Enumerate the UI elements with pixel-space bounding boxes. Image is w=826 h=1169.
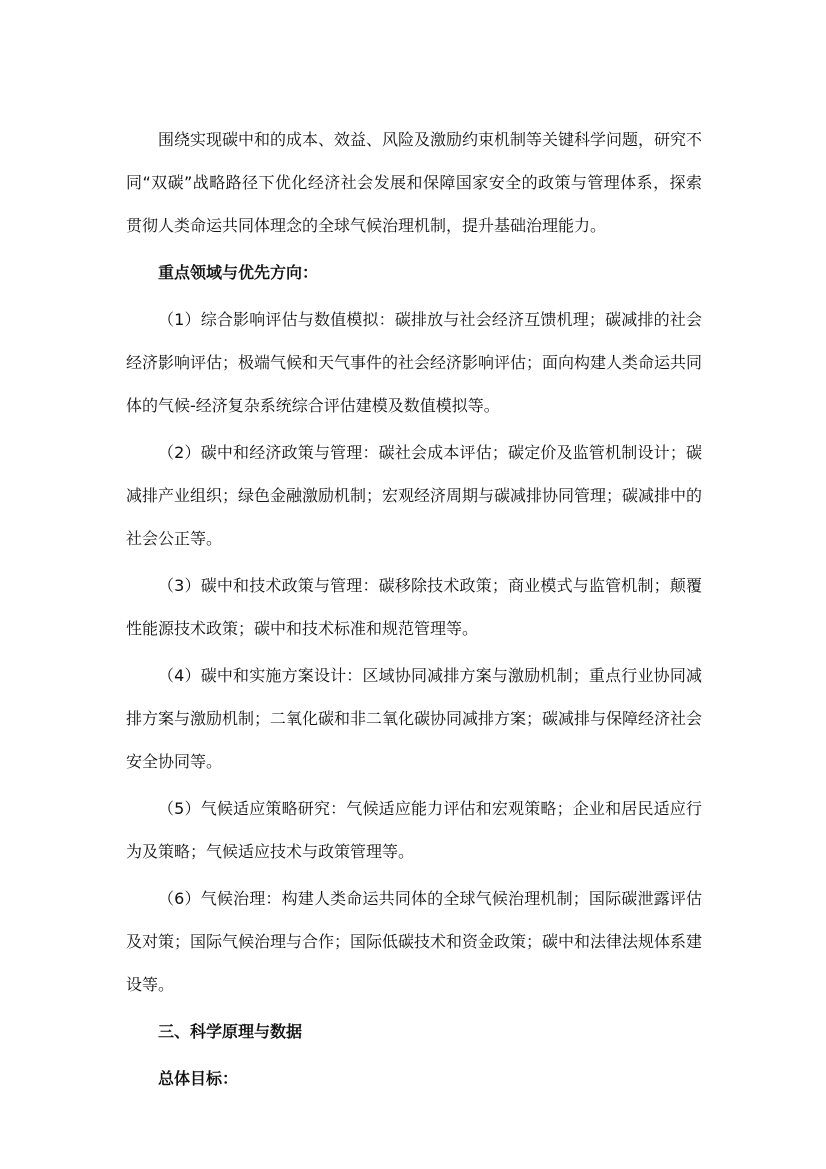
section-heading: 三、科学原理与数据 (158, 1022, 303, 1041)
goal-heading: 总体目标： (158, 1069, 239, 1088)
priority-item-2: （2）碳中和经济政策与管理：碳社会成本评估；碳定价及监管机制设计；碳减排产业组织；绿色金融激励机制；宏观经济周期与碳减排协同管理；碳减排中的社会公正等。 (126, 443, 703, 548)
priority-item-5: （5）气候适应策略研究：气候适应能力评估和宏观策略；企业和居民适应行为及策略；气候适应技术与政策管理等。 (126, 799, 702, 861)
priority-item-3: （3）碳中和技术政策与管理：碳移除技术政策；商业模式与监管机制；颠覆性能源技术政策；碳中和技术标准和规范管理等。 (126, 576, 702, 638)
intro-paragraph: 围绕实现碳中和的成本、效益、风险及激励约束机制等关键科学问题，研究不同“双碳”战略路径下优化经济社会发展和保障国家安全的政策与管理体系，探索贯彻人类命运共同体理念的全球气候治理机制，提升基础治理能力。 (126, 130, 703, 235)
priority-item-6: （6）气候治理：构建人类命运共同体的全球气候治理机制；国际碳泄露评估及对策；国际气候治理与合作；国际低碳技术和资金政策；碳中和法律法规体系建设等。 (126, 889, 703, 994)
priority-item-4: （4）碳中和实施方案设计：区域协同减排方案与激励机制；重点行业协同减排方案与激励机制；二氧化碳和非二氧化碳协同减排方案；碳减排与保障经济社会安全协同等。 (126, 666, 703, 771)
document-body (126, 118, 702, 1100)
priority-heading: 重点领域与优先方向： (158, 263, 319, 282)
priority-item-1: （1）综合影响评估与数值模拟：碳排放与社会经济互馈机理；碳减排的社会经济影响评估；极端气候和天气事件的社会经济影响评估；面向构建人类命运共同体的气候-经济复杂系统综合评估建模及数值模拟等。 (126, 310, 703, 415)
